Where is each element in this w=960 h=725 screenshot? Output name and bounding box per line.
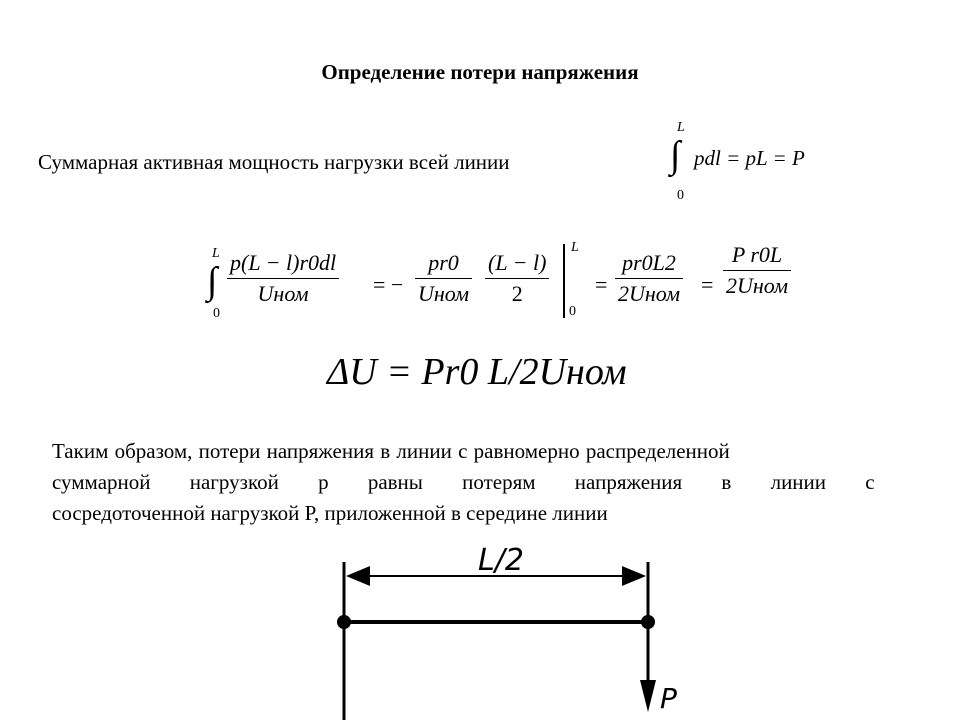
term-5-numerator: P r0L xyxy=(723,242,791,271)
fraction-term-3 xyxy=(485,250,549,307)
bar-upper-limit: L xyxy=(571,240,579,255)
equals-sign: = xyxy=(701,272,714,297)
term-5-denominator: 2Uном xyxy=(726,273,789,298)
derivation-upper-limit: L xyxy=(212,246,220,261)
load-label: P xyxy=(660,682,677,715)
page-title: Определение потери напряжения xyxy=(321,60,639,84)
total-power-text: Суммарная активная мощность нагрузки всей линии xyxy=(38,150,510,174)
term-3-denominator: 2 xyxy=(511,281,523,306)
term-1-numerator: p(L − l)r0dl xyxy=(227,250,339,279)
evaluation-bar xyxy=(563,244,565,318)
load-arrow-head xyxy=(640,680,656,712)
integral-upper-limit: L xyxy=(677,120,685,135)
paragraph-line-2: суммарной нагрузкой p равны потерям напряжения в линии с xyxy=(52,470,875,494)
paragraph-line-1: Таким образом, потери напряжения в линии с равномерно распределенной xyxy=(52,439,730,463)
term-4-denominator: 2Uном xyxy=(618,281,681,306)
integral-sign: ∫ xyxy=(207,260,218,302)
load-diagram xyxy=(320,540,700,720)
total-power-integral xyxy=(660,118,860,208)
derivation-lower-limit: 0 xyxy=(213,306,220,321)
equals-minus: = − xyxy=(373,272,404,297)
term-2-numerator: pr0 xyxy=(415,250,472,279)
integral-sign: ∫ xyxy=(670,134,681,176)
bar-lower-limit: 0 xyxy=(569,304,576,319)
conclusion-paragraph xyxy=(52,436,908,529)
equals-sign: = xyxy=(595,272,608,297)
term-2-denominator: Uном xyxy=(418,281,470,306)
result-formula: ΔU = Pr0 L/2Uном xyxy=(327,351,627,393)
fraction-term-1 xyxy=(227,250,339,307)
paragraph-line-3: сосредоточенной нагрузкой P, приложенной в середине линии xyxy=(52,501,608,525)
term-1-denominator: Uном xyxy=(257,281,309,306)
term-4-numerator: pr0L2 xyxy=(615,250,683,279)
diagram-svg xyxy=(320,540,700,720)
term-3-numerator: (L − l) xyxy=(485,250,549,279)
integral-body: pdl = pL = P xyxy=(694,146,805,170)
fraction-term-4 xyxy=(615,250,683,307)
span-label: L/2 xyxy=(478,543,524,578)
left-node-point xyxy=(337,615,351,629)
fraction-term-2 xyxy=(415,250,472,307)
integral-lower-limit: 0 xyxy=(677,188,684,203)
fraction-term-5 xyxy=(723,242,791,299)
